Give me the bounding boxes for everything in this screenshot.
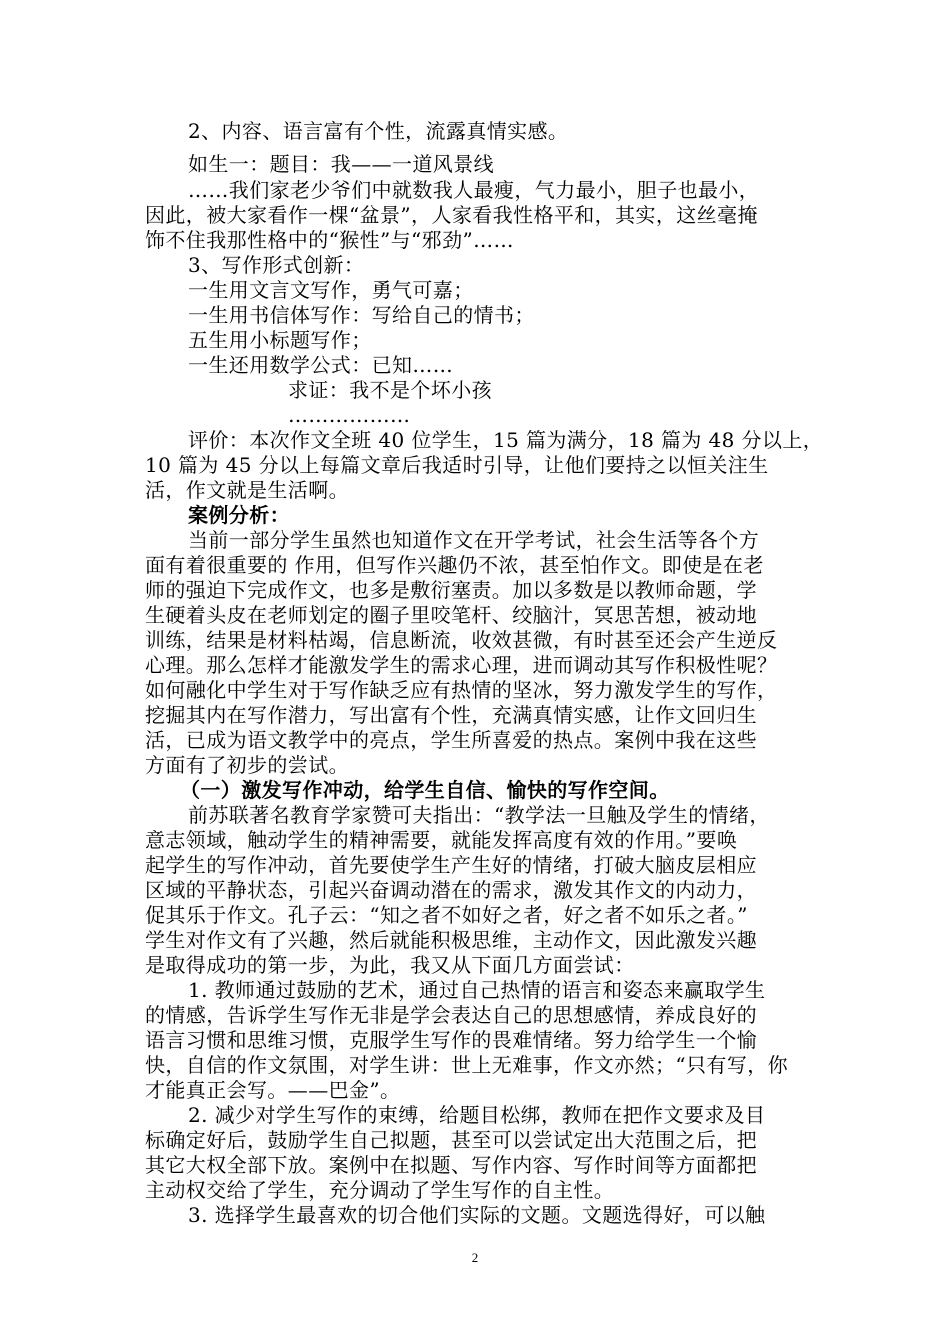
text-line: 的情感，告诉学生写作无非是学会表达自己的思想感情，养成良好的 [145, 1003, 757, 1027]
text-line: 饰不住我那性格中的“猴性”与“邪劲”…… [145, 228, 514, 252]
text-line: 前苏联著名教育学家赞可夫指出：“教学法一旦触及学生的情绪， [188, 803, 770, 827]
text-line: 语言习惯和思维习惯，克服学生写作的畏难情绪。努力给学生一个愉 [145, 1028, 757, 1052]
text-line: 如生一：题目：我——一道风景线 [188, 152, 494, 176]
text-line: 标确定好后，鼓励学生自己拟题，甚至可以尝试定出大范围之后，把 [145, 1128, 757, 1152]
text-line: 生硬着头皮在老师划定的圈子里咬笔杆、绞脑汁，冥思苦想，被动地 [145, 603, 757, 627]
text-line: 活，作文就是生活啊。 [145, 478, 349, 502]
page-number: 2 [471, 1250, 479, 1265]
text-line: 促其乐于作文。孔子云：“知之者不如好之者，好之者不如乐之者。” [145, 903, 748, 927]
text-line: ……我们家老少爷们中就数我人最瘦，气力最小，胆子也最小， [188, 178, 760, 202]
section-heading: 案例分析： [188, 503, 290, 527]
text-line: 起学生的写作冲动，首先要使学生产生好的情绪，打破大脑皮层相应 [145, 853, 757, 877]
text-line: 一生用书信体写作：写给自己的情书； [188, 303, 535, 327]
text-line: 五生用小标题写作； [188, 328, 372, 352]
text-line: 方面有了初步的尝试。 [145, 753, 349, 777]
text-line: 求证：我不是个坏小孩 [288, 378, 492, 402]
text-line: 区域的平静状态，引起兴奋调动潜在的需求，激发其作文的内动力， [145, 878, 757, 902]
text-line: 训练，结果是材料枯竭，信息断流，收效甚微，有时甚至还会产生逆反 [145, 628, 778, 652]
text-line: 10 篇为 45 分以上每篇文章后我适时引导，让他们要持之以恒关注生 [145, 453, 769, 477]
text-line: 2、内容、语言富有个性，流露真情实感。 [188, 119, 569, 143]
text-line: 2. 减少对学生写作的束缚，给题目松绑，教师在把作文要求及目 [188, 1103, 766, 1127]
text-line: 因此，被大家看作一棵“盆景”，人家看我性格平和，其实，这丝毫掩 [145, 203, 758, 227]
text-line: 面有着很重要的 作用，但写作兴趣仍不浓，甚至怕作文。即使是在老 [145, 553, 764, 577]
text-line: 当前一部分学生虽然也知道作文在开学考试，社会生活等各个方 [188, 528, 760, 552]
text-line: 挖掘其内在写作潜力，写出富有个性，充满真情实感，让作文回归生 [145, 703, 757, 727]
text-line: 心理。那么怎样才能激发学生的需求心理，进而调动其写作积极性呢？ [145, 653, 778, 677]
text-line: 一生还用数学公式：已知…… [188, 353, 454, 377]
text-line: 是取得成功的第一步，为此，我又从下面几方面尝试： [145, 953, 635, 977]
text-line: 其它大权全部下放。案例中在拟题、写作内容、写作时间等方面都把 [145, 1153, 757, 1177]
text-line: 1. 教师通过鼓励的艺术，通过自己热情的语言和姿态来赢取学生 [188, 978, 766, 1002]
text-line: 3. 选择学生最喜欢的切合他们实际的文题。文题选得好，可以触 [188, 1203, 766, 1227]
text-line: 评价：本次作文全班 40 位学生，15 篇为满分，18 篇为 48 分以上， [188, 428, 824, 452]
section-heading: （一）激发写作冲动，给学生自信、愉快的写作空间。 [180, 778, 670, 802]
text-line: 如何融化中学生对于写作缺乏应有热情的坚冰，努力激发学生的写作， [145, 678, 778, 702]
text-line: 师的强迫下完成作文，也多是敷衍塞责。加以多数是以教师命题，学 [145, 578, 757, 602]
text-line: 快，自信的作文氛围，对学生讲：世上无难事，作文亦然；“只有写，你 [145, 1053, 789, 1077]
text-line: 主动权交给了学生，充分调动了学生写作的自主性。 [145, 1178, 615, 1202]
text-line: 意志领域，触动学生的精神需要，就能发挥高度有效的作用。”要唤 [145, 828, 738, 852]
text-line: 才能真正会写。——巴金”。 [145, 1078, 401, 1102]
text-line: 活，已成为语文教学中的亮点，学生所喜爱的热点。案例中我在这些 [145, 728, 757, 752]
text-line: 学生对作文有了兴趣，然后就能积极思维，主动作文，因此激发兴趣 [145, 928, 757, 952]
text-line: ……………… [288, 403, 411, 427]
text-line: 3、写作形式创新： [188, 253, 365, 277]
text-line: 一生用文言文写作，勇气可嘉； [188, 278, 474, 302]
